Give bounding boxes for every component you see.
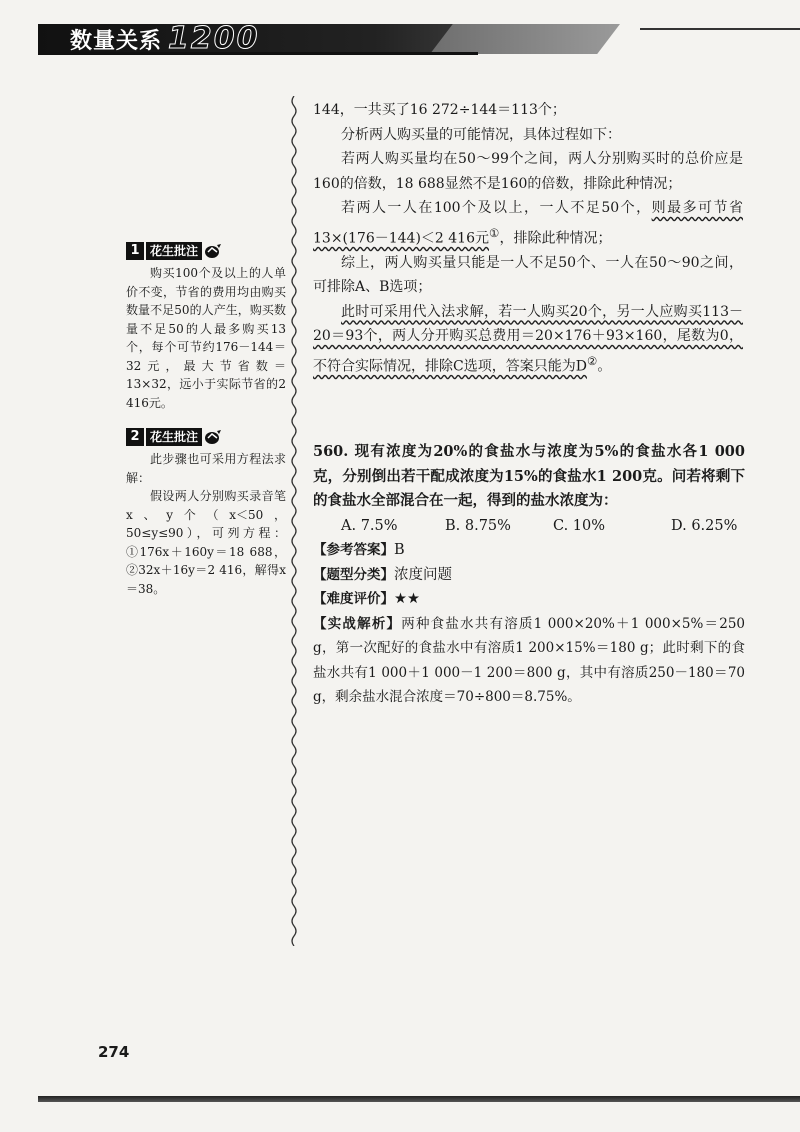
paragraph: 分析两人购买量的可能情况，具体过程如下： — [341, 126, 621, 143]
note-number: 1 — [126, 242, 144, 260]
answer-options — [313, 514, 745, 539]
option-c: C. 10% — [553, 517, 606, 534]
page-number: 274 — [98, 1043, 130, 1061]
question-stem — [313, 440, 745, 514]
analysis-text: 两种食盐水共有溶质1 000×20%＋1 000×5%＝250 g，第一次配好的食盐水中有溶质1 200×15%＝180 g；此时剩下的食盐水共有1 000＋1 000－1 200＝800 g，其中有溶质250－180＝70 g，剩余盐水混合浓度＝70÷800＝8.75%。 — [313, 615, 746, 705]
text-span: 。 — [597, 358, 612, 375]
book-title — [70, 21, 260, 57]
note-title: 花生批注 — [146, 242, 202, 260]
note-header — [126, 242, 286, 260]
header-band-grey — [430, 24, 620, 54]
type-line — [313, 563, 745, 588]
type-value: 浓度问题 — [394, 566, 452, 583]
option-b: B. 8.75% — [445, 517, 511, 534]
page-header — [0, 18, 800, 62]
note-text: 假设两人分别购买录音笔x、y个（x＜50，50≤y≤90），可列方程：①176x＋160y＝18 688，②32x＋16y＝2 416，解得x＝38。 — [126, 489, 286, 596]
analysis-line — [313, 612, 745, 710]
option-a: A. 7.5% — [341, 517, 398, 534]
note-title: 花生批注 — [146, 428, 202, 446]
book-title-number: 1200 — [168, 21, 260, 56]
paragraph — [313, 196, 743, 251]
difficulty-label: 【难度评价】 — [313, 591, 394, 607]
analysis-label: 【实战解析】 — [313, 615, 402, 632]
answer-value: B — [394, 542, 405, 558]
option-d: D. 6.25% — [671, 517, 738, 534]
note-text: 购买100个及以上的人单价不变，节省的费用均由购买数量不足50的人产生，购买数量不足50的人最多购买13个，每个可节约176－144＝32元，最大节省数＝13×32，远小于实际节省的2 416元。 — [126, 266, 286, 410]
question-text: 现有浓度为20%的食盐水与浓度为5%的食盐水各1 000克，分别倒出若干配成浓度为15%的食盐水1 200克。问若将剩下的食盐水全部混合在一起，得到的盐水浓度为： — [313, 443, 745, 509]
paragraph: 综上，两人购买量只能是一人不足50个、一人在50～90之间，可排除A、B选项； — [313, 254, 743, 296]
answer-line — [313, 538, 745, 563]
main-text — [313, 98, 743, 379]
peanut-icon — [204, 243, 222, 259]
question-number: 560. — [313, 443, 349, 460]
annotated-text: 此时可采用代入法求解，若一人购买20个，另一人应购买113－20＝93个，两人分开购买总费用＝20×176＋93×160，尾数为0，不符合实际情况，排除C选项，答案只能为D — [313, 303, 743, 375]
bottom-rule — [38, 1096, 800, 1102]
text-span: ，排除此种情况； — [499, 230, 612, 247]
footnote-marker: ① — [489, 225, 500, 240]
note-header — [126, 428, 286, 446]
footnote-marker: ② — [586, 353, 598, 368]
type-label: 【题型分类】 — [313, 566, 394, 583]
paragraph: 144，一共买了16 272÷144＝113个； — [313, 102, 566, 118]
note-text: 此步骤也可采用方程法求解： — [126, 452, 286, 485]
peanut-icon — [204, 429, 222, 445]
column-divider — [289, 96, 299, 946]
difficulty-line — [313, 587, 745, 612]
annotated-text: 则最多可节省13×(176－144)＜2 416元 — [313, 200, 743, 247]
difficulty-stars: ★★ — [394, 591, 420, 607]
sidebar-note-2 — [126, 428, 286, 598]
header-rule-right — [640, 28, 800, 30]
answer-label: 【参考答案】 — [313, 542, 394, 558]
paragraph — [313, 300, 743, 379]
text-span: 若两人一人在100个及以上，一人不足50个， — [341, 200, 652, 216]
sidebar-note-1 — [126, 242, 286, 412]
note-number: 2 — [126, 428, 144, 446]
paragraph: 若两人购买量均在50～99个之间，两人分别购买时的总价应是160的倍数，18 688显然不是160的倍数，排除此种情况； — [313, 151, 743, 192]
question-560 — [313, 440, 745, 710]
book-title-text: 数量关系 — [70, 29, 163, 54]
